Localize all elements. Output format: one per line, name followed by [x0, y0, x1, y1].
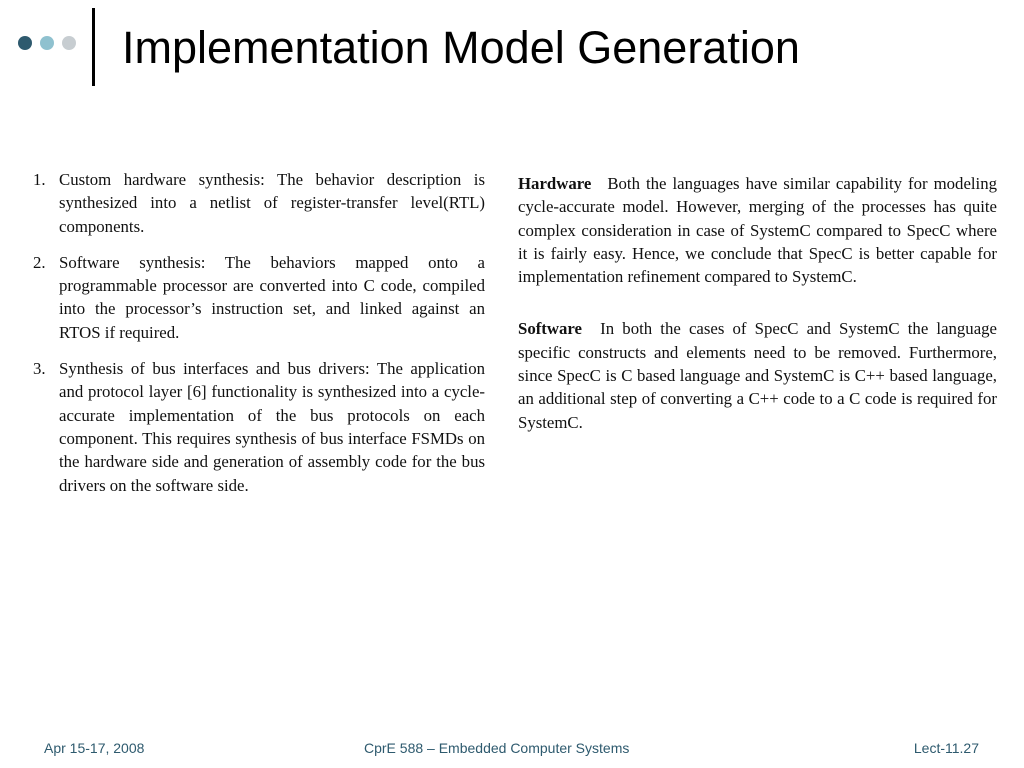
paragraph-text: In both the cases of SpecC and SystemC the language specific constructs and elements need to be removed. Furthermore, since SpecC is C based language and SystemC is C++ based language, an additional step of converting a C++ code to a C code is required for SystemC. [518, 319, 997, 432]
list-item [33, 168, 485, 238]
footer-slide-number: Lect-11.27 [913, 740, 979, 756]
footer-date: Apr 15-17, 2008 [44, 740, 145, 756]
slide-title: Implementation Model Generation [122, 22, 800, 73]
list-item-number: 2. [33, 252, 46, 272]
right-column [518, 172, 997, 463]
paragraph-heading: Hardware [518, 174, 592, 193]
footer-course: CprE 588 – Embedded Computer Systems [364, 740, 630, 756]
list-item-text: Synthesis of bus interfaces and bus drivers: The application and protocol layer [6] functionality is synthesized into a cycle-accurate implementation of the bus protocols on each component. This requires synthesis of bus interface FSMDs on the hardware side and generation of assembly code for the bus drivers on the software side. [59, 359, 485, 495]
list-item [33, 357, 485, 497]
paragraph-text: Both the languages have similar capability for modeling cycle-accurate model. However, merging of the processes has quite complex consideration in case of SystemC compared to SpecC where it is fairly easy. Hence, we conclude that SpecC is better capable for implementation refinement compared to SystemC. [518, 174, 998, 287]
list-item-text: Custom hardware synthesis: The behavior description is synthesized into a netlist of register-transfer level(RTL) components. [59, 170, 485, 236]
software-paragraph [518, 317, 997, 433]
hardware-paragraph [518, 172, 997, 288]
list-item-number: 1. [33, 170, 46, 189]
paragraph-heading: Software [518, 319, 583, 339]
list-item-number: 3. [33, 359, 46, 379]
grey-dot-icon [62, 36, 76, 50]
light-dot-icon [40, 36, 54, 50]
left-column [33, 168, 485, 510]
title-divider [92, 8, 95, 86]
list-item-text: Software synthesis: The behaviors mapped onto a programmable processor are converted into C code, compiled into the processor’s instruction set, and linked against an RTOS if required. [59, 252, 485, 342]
dark-dot-icon [18, 36, 32, 50]
list-item [33, 251, 485, 344]
